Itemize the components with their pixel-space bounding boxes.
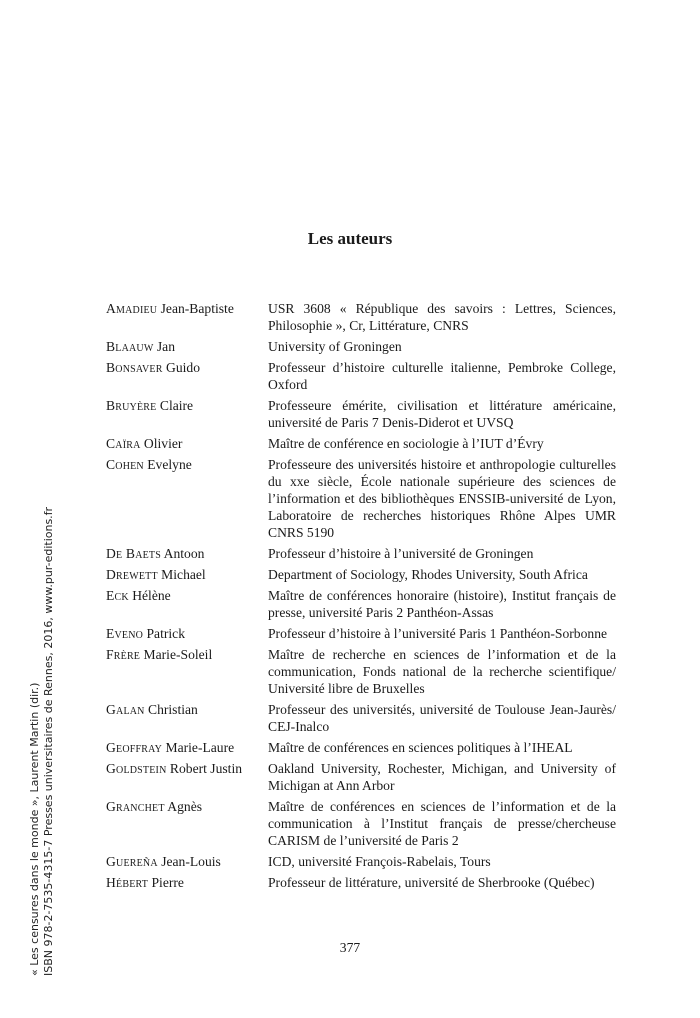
author-surname: Bonsaver (106, 360, 163, 375)
author-affiliation: Maître de conférences en sciences de l’information et de la communication à l’Institut français de presse/chercheuse CARISM de l’université de Paris 2 (268, 799, 616, 848)
author-surname: Blaauw (106, 339, 154, 354)
author-entry (106, 566, 616, 583)
author-firstname: Robert Justin (169, 761, 243, 776)
author-name (106, 545, 268, 562)
author-firstname: Evelyne (147, 457, 192, 472)
author-affiliation: USR 3608 « République des savoirs : Lettres, Sciences, Philosophie », Cr, Littérature, CNRS (268, 301, 616, 333)
author-surname: Granchet (106, 799, 165, 814)
author-affiliation: Professeur des universités, université de Toulouse Jean-Jaurès/ CEJ-Inalco (268, 702, 616, 734)
author-surname: Frère (106, 647, 141, 662)
author-entry (106, 545, 616, 562)
author-name (106, 853, 268, 870)
author-entry (106, 646, 616, 697)
author-firstname: Jean-Baptiste (160, 301, 234, 316)
author-surname: Drewett (106, 567, 158, 582)
author-name (106, 701, 268, 735)
author-firstname: Michael (161, 567, 206, 582)
authors-list (106, 300, 616, 895)
author-surname: De Baets (106, 546, 161, 561)
author-firstname: Pierre (151, 875, 184, 890)
side-copyright-note (28, 436, 56, 976)
author-surname: Eck (106, 588, 129, 603)
author-firstname: Hélène (132, 588, 171, 603)
author-affiliation: Professeur d’histoire à l’université de Groningen (268, 546, 534, 561)
author-firstname: Agnès (167, 799, 203, 814)
page-number: 377 (339, 940, 361, 955)
author-affiliation: Oakland University, Rochester, Michigan, and University of Michigan at Ann Arbor (268, 761, 616, 793)
author-affiliation: Professeur d’histoire culturelle italienne, Pembroke College, Oxford (268, 360, 616, 392)
author-firstname: Olivier (143, 436, 183, 451)
author-affiliation: Department of Sociology, Rhodes University, South Africa (268, 567, 588, 582)
author-entry (106, 701, 616, 735)
author-entry (106, 435, 616, 452)
author-name (106, 456, 268, 541)
author-surname: Caïra (106, 436, 141, 451)
author-firstname: Marie-Laure (165, 740, 235, 755)
author-name (106, 435, 268, 452)
author-name (106, 739, 268, 756)
author-entry (106, 397, 616, 431)
author-firstname: Jan (156, 339, 176, 354)
author-name (106, 874, 268, 891)
author-name (106, 646, 268, 697)
author-firstname: Guido (166, 360, 200, 375)
author-name (106, 397, 268, 431)
author-surname: Amadieu (106, 301, 158, 316)
author-entry (106, 456, 616, 541)
side-note-title: « Les censures dans le monde », Laurent Martin (dir.) (28, 682, 41, 976)
author-affiliation: Maître de conférences en sciences politiques à l’IHEAL (268, 740, 573, 755)
author-affiliation: Professeure émérite, civilisation et littérature américaine, université de Paris 7 Denis-Diderot et UVSQ (268, 398, 616, 430)
author-affiliation: Professeur d’histoire à l’université Paris 1 Panthéon-Sorbonne (268, 626, 608, 641)
author-name (106, 338, 268, 355)
author-affiliation: Professeure des universités histoire et anthropologie culturelles du xxe siècle, École nationale supérieure des sciences de l’information et des bibliothèques ENSSIB-université de Lyon, Laboratoire de recherches historiques Rhône Alpes UMR CNRS 5190 (268, 457, 616, 540)
author-surname: Hébert (106, 875, 149, 890)
author-entry (106, 874, 616, 891)
author-name (106, 359, 268, 393)
author-affiliation: ICD, université François-Rabelais, Tours (268, 854, 491, 869)
author-surname: Bruyère (106, 398, 157, 413)
author-entry (106, 760, 616, 794)
author-entry (106, 338, 616, 355)
author-name (106, 566, 268, 583)
author-name (106, 760, 268, 794)
author-entry (106, 798, 616, 849)
author-firstname: Christian (148, 702, 198, 717)
author-affiliation: Maître de conférence en sociologie à l’IUT d’Évry (268, 436, 544, 451)
author-entry (106, 853, 616, 870)
author-entry (106, 587, 616, 621)
author-affiliation: Maître de recherche en sciences de l’information et de la communication, Fonds national de la recherche scientifique/ Université libre de Bruxelles (268, 647, 616, 696)
author-affiliation: Maître de conférences honoraire (histoire), Institut français de presse, université Paris 2 Panthéon-Assas (268, 588, 616, 620)
author-affiliation: University of Groningen (268, 339, 402, 354)
author-affiliation: Professeur de littérature, université de Sherbrooke (Québec) (268, 875, 595, 890)
author-surname: Geoffray (106, 740, 163, 755)
author-name (106, 625, 268, 642)
author-entry (106, 739, 616, 756)
author-surname: Guereña (106, 854, 158, 869)
side-note-isbn: ISBN 978-2-7535-4315-7 Presses universitaires de Rennes, 2016, www.pur-editions.fr (42, 506, 55, 976)
author-entry (106, 359, 616, 393)
author-firstname: Patrick (146, 626, 185, 641)
author-firstname: Claire (159, 398, 194, 413)
author-surname: Galan (106, 702, 145, 717)
author-firstname: Jean-Louis (161, 854, 221, 869)
page-title: Les auteurs (307, 229, 393, 248)
author-surname: Eveno (106, 626, 144, 641)
author-entry (106, 625, 616, 642)
author-firstname: Marie-Soleil (143, 647, 213, 662)
author-name (106, 587, 268, 621)
author-surname: Goldstein (106, 761, 167, 776)
author-name (106, 300, 268, 334)
author-name (106, 798, 268, 849)
author-firstname: Antoon (163, 546, 205, 561)
author-entry (106, 300, 616, 334)
author-surname: Cohen (106, 457, 144, 472)
